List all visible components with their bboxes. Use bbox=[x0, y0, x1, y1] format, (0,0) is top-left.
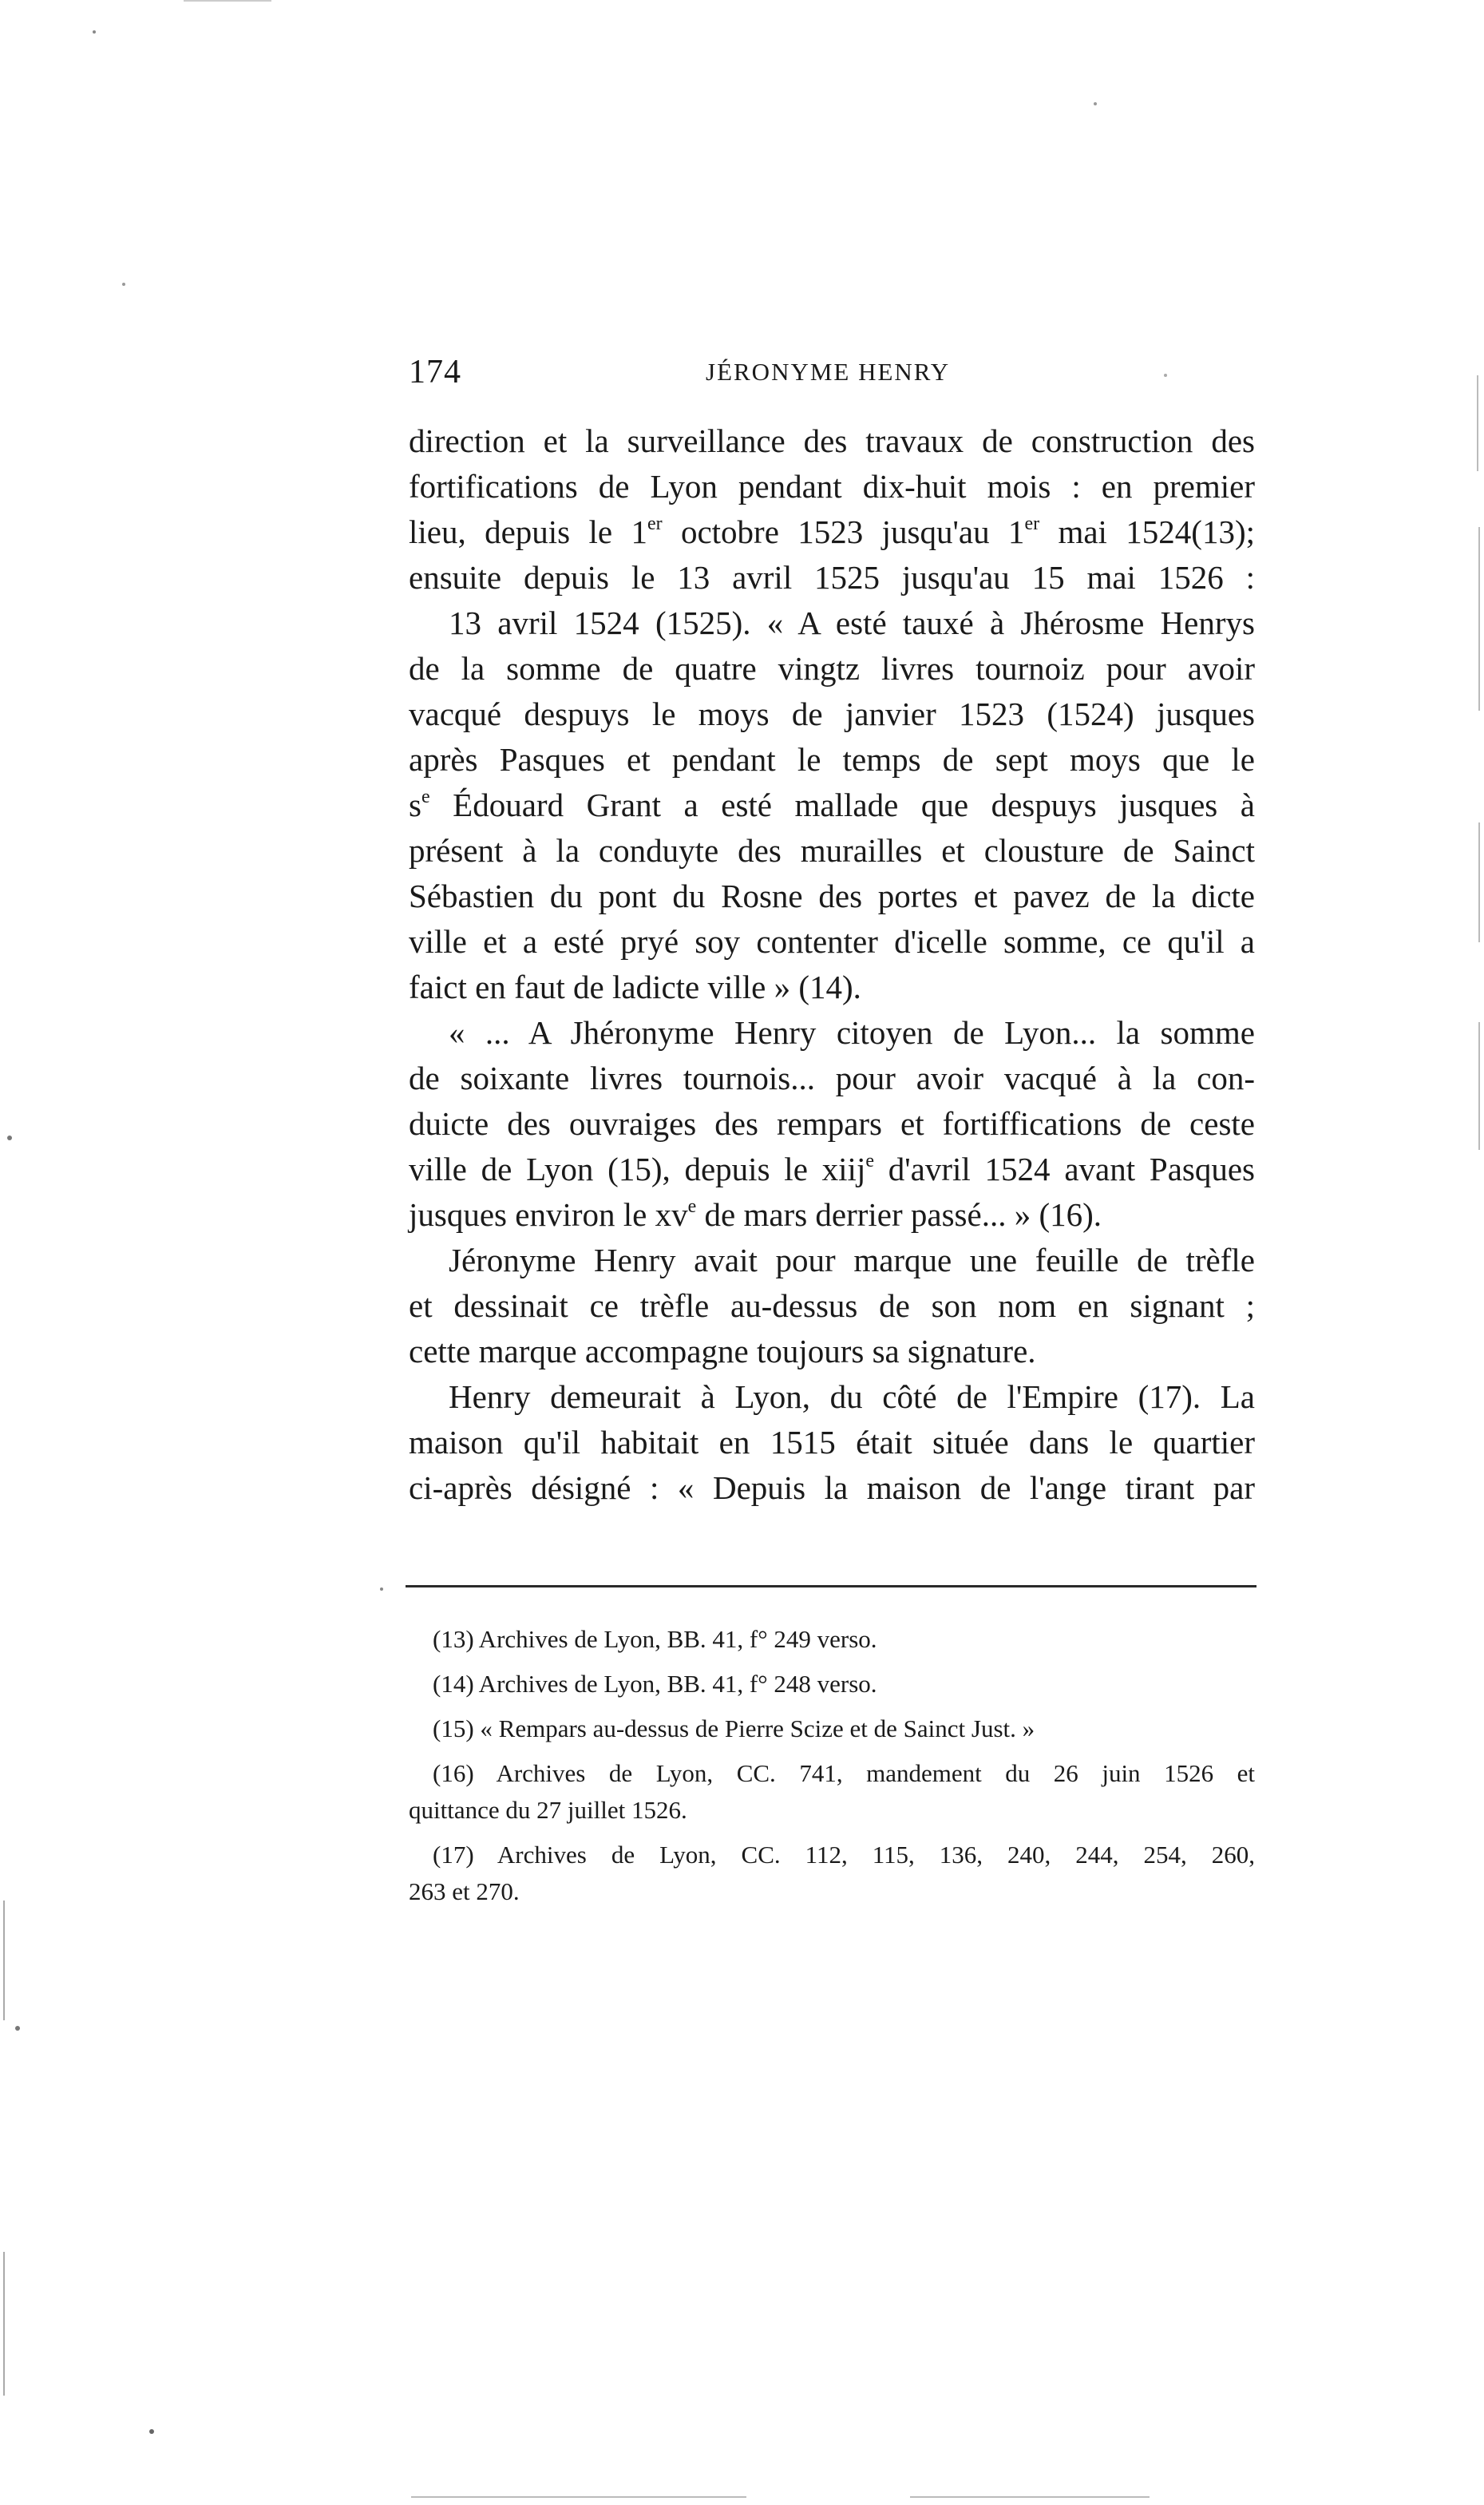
superscript: e bbox=[421, 787, 430, 807]
text-line: et dessinait ce trèfle au-dessus de son nom en signant ; bbox=[409, 1287, 1255, 1324]
footnote-15: (15) « Rempars au-dessus de Pierre Scize et de Sainct Just. » bbox=[433, 1714, 1035, 1742]
text-line: « ... A Jhéronyme Henry citoyen de Lyon... la somme bbox=[449, 1014, 1255, 1051]
superscript: e bbox=[687, 1196, 697, 1217]
footnote-17-continued: 263 et 270. bbox=[409, 1877, 520, 1905]
text-line: Sébastien du pont du Rosne des portes et pavez de la dicte bbox=[409, 878, 1255, 914]
footnote-14: (14) Archives de Lyon, BB. 41, f° 248 verso. bbox=[433, 1670, 877, 1698]
text-run: Édouard Grant a esté mallade que despuys jusques à bbox=[429, 787, 1255, 823]
text-line: ci-après désigné : « Depuis la maison de l'ange tirant par bbox=[409, 1469, 1255, 1506]
text-run: de mars derrier passé... » (16). bbox=[696, 1196, 1102, 1233]
text-line: duicte des ouvraiges des rempars et fortiffications de ceste bbox=[409, 1105, 1255, 1142]
text-line: Henry demeurait à Lyon, du côté de l'Empire (17). La bbox=[449, 1378, 1255, 1415]
text-line: 13 avril 1524 (1525). « A esté tauxé à Jhérosme Henrys bbox=[449, 604, 1255, 641]
footnote-13: (13) Archives de Lyon, BB. 41, f° 249 verso. bbox=[433, 1625, 877, 1653]
text-run: octobre 1523 jusqu'au 1 bbox=[662, 513, 1025, 550]
text-line: de la somme de quatre vingtz livres tournoiz pour avoir bbox=[409, 650, 1255, 687]
text-line: vacqué despuys le moys de janvier 1523 (1524) jusques bbox=[409, 696, 1255, 732]
text-line: ensuite depuis le 13 avril 1525 jusqu'au 15 mai 1526 : bbox=[409, 559, 1255, 596]
text-line: présent à la conduyte des murailles et clousture de Sainct bbox=[409, 832, 1255, 869]
text-line: cette marque accompagne toujours sa signature. bbox=[409, 1333, 1036, 1369]
text-run: jusques environ le xv bbox=[409, 1196, 688, 1233]
text-line: direction et la surveillance des travaux de construction des bbox=[409, 422, 1255, 459]
text-line: Jéronyme Henry avait pour marque une feuille de trèfle bbox=[449, 1242, 1255, 1278]
text-line: ville et a esté pryé soy contenter d'icelle somme, ce qu'il a bbox=[409, 923, 1255, 960]
superscript: e bbox=[865, 1151, 874, 1171]
superscript: er bbox=[1024, 513, 1040, 534]
text-line: de soixante livres tournois... pour avoir vacqué à la con- bbox=[409, 1060, 1255, 1096]
running-title: JÉRONYME HENRY bbox=[706, 358, 951, 386]
text-run: ville de Lyon (15), depuis le xiij bbox=[409, 1151, 866, 1187]
footnote-17: (17) Archives de Lyon, CC. 112, 115, 136, 240, 244, 254, 260, bbox=[433, 1841, 1255, 1869]
text-line: faict en faut de ladicte ville » (14). bbox=[409, 969, 861, 1005]
text-run: s bbox=[409, 787, 421, 823]
text-run: mai 1524(13); bbox=[1039, 513, 1255, 550]
page-number: 174 bbox=[409, 354, 461, 390]
footnote-16-continued: quittance du 27 juillet 1526. bbox=[409, 1796, 687, 1824]
superscript: er bbox=[647, 513, 663, 534]
text-line: maison qu'il habitait en 1515 était située dans le quartier bbox=[409, 1424, 1255, 1461]
footnote-16: (16) Archives de Lyon, CC. 741, mandement du 26 juin 1526 et bbox=[433, 1759, 1255, 1787]
text-line: fortifications de Lyon pendant dix-huit mois : en premier bbox=[409, 468, 1255, 505]
text-run: lieu, depuis le 1 bbox=[409, 513, 647, 550]
text-run: d'avril 1524 avant Pasques bbox=[874, 1151, 1255, 1187]
text-line: après Pasques et pendant le temps de sept moys que le bbox=[409, 741, 1255, 778]
